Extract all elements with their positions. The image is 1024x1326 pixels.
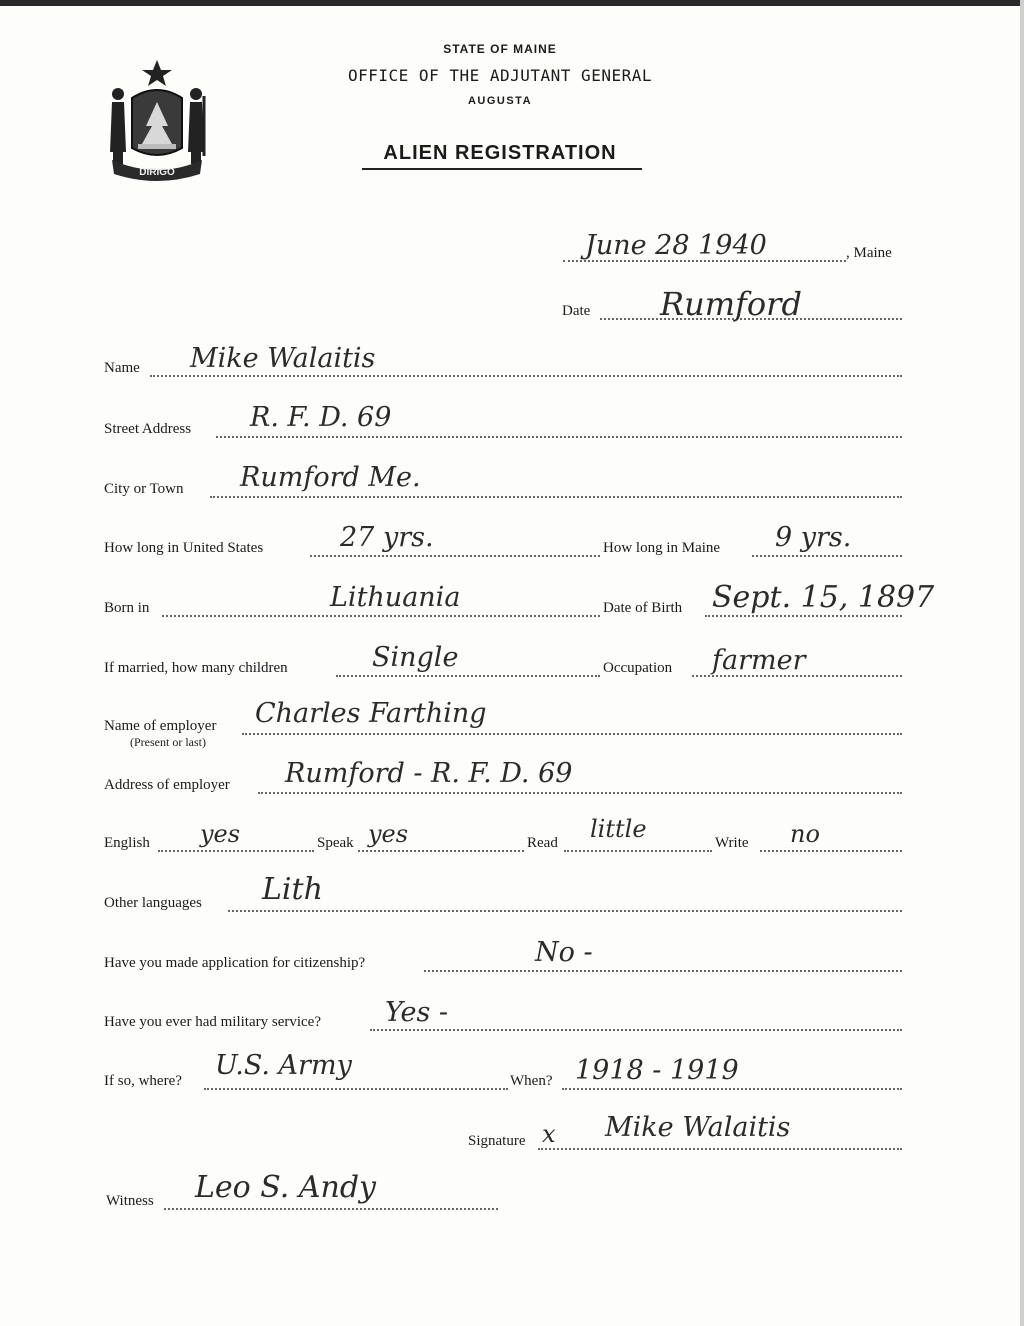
how-long-maine-line-dots	[752, 555, 902, 557]
other-languages-label: Other languages	[104, 895, 202, 911]
read-label: Read	[527, 835, 558, 851]
how-long-us-line-dots	[310, 555, 600, 557]
born-in-label: Born in	[104, 600, 150, 616]
when-value: 1918 - 1919	[575, 1055, 739, 1086]
scan-edge-right	[1020, 0, 1024, 1326]
name-of-employer-label: Name of employer	[104, 718, 217, 734]
other-languages-value: Lith	[262, 872, 323, 907]
name-label: Name	[104, 360, 140, 376]
maine-suffix-label: , Maine	[846, 245, 892, 261]
witness-line-dots	[164, 1208, 498, 1210]
write-line-dots	[760, 850, 902, 852]
maine-state-seal-icon	[104, 56, 210, 182]
name-of-employer-line-dots	[242, 733, 902, 735]
header-city: AUGUSTA	[467, 95, 533, 107]
read-value: little	[590, 815, 647, 843]
city-or-town-value: Rumford Me.	[240, 462, 421, 493]
military-label: Have you ever had military service?	[104, 1014, 321, 1030]
signature-label: Signature	[468, 1133, 526, 1149]
speak-label: Speak	[317, 835, 354, 851]
place-value: Rumford	[660, 285, 802, 323]
when-line-dots	[562, 1088, 902, 1090]
where-value: U.S. Army	[215, 1050, 352, 1081]
street-address-line-dots	[216, 436, 902, 438]
write-value: no	[790, 820, 820, 848]
if-so-where-line-dots	[204, 1088, 508, 1090]
signature-value: Mike Walaitis	[605, 1112, 791, 1143]
witness-label: Witness	[106, 1193, 154, 1209]
city-or-town-label: City or Town	[104, 481, 184, 497]
header-office: OFFICE OF THE ADJUTANT GENERAL	[348, 66, 652, 85]
children-value: Single	[372, 642, 459, 673]
how-long-maine-value: 9 yrs.	[775, 522, 852, 553]
name-line-dots	[150, 375, 902, 377]
date-label: Date	[562, 303, 591, 319]
address-of-employer-line-dots	[258, 792, 902, 794]
date-value: June 28 1940	[585, 230, 767, 261]
street-address-value: R. F. D. 69	[250, 402, 392, 433]
read-line-dots	[564, 850, 712, 852]
if-married-line-dots	[336, 675, 600, 677]
if-so-where-label: If so, where?	[104, 1073, 182, 1089]
citizenship-label: Have you made application for citizenship?	[104, 955, 366, 971]
how-long-us-value: 27 yrs.	[340, 522, 434, 553]
when-label: When?	[510, 1073, 553, 1089]
date-of-birth-value: Sept. 15, 1897	[712, 580, 935, 615]
citizenship-line-dots	[424, 970, 902, 972]
english-value: yes	[200, 820, 241, 848]
scan-edge-top	[0, 0, 1024, 6]
address-of-employer-label: Address of employer	[104, 777, 230, 793]
signature-mark: x	[542, 1120, 556, 1148]
how-long-us-label: How long in United States	[104, 540, 264, 556]
signature-line-dots	[538, 1148, 902, 1150]
employer-value: Charles Farthing	[255, 698, 487, 729]
write-label: Write	[715, 835, 749, 851]
witness-value: Leo S. Andy	[195, 1170, 376, 1205]
english-label: English	[104, 835, 150, 851]
other-languages-line-dots	[228, 910, 902, 912]
english-line-dots	[158, 850, 314, 852]
title-underline	[362, 168, 642, 170]
speak-line-dots	[358, 850, 524, 852]
present-or-last-label: (Present or last)	[130, 735, 206, 749]
occupation-value: farmer	[712, 645, 806, 676]
occupation-label: Occupation	[603, 660, 673, 676]
born-in-line-dots	[162, 615, 600, 617]
date-of-birth-line-dots	[705, 615, 902, 617]
if-married-label: If married, how many children	[104, 660, 288, 676]
city-or-town-line-dots	[210, 496, 902, 498]
form-title: ALIEN REGISTRATION	[383, 142, 617, 164]
military-value: Yes -	[385, 997, 449, 1028]
military-line-dots	[370, 1029, 902, 1031]
born-in-value: Lithuania	[330, 582, 461, 613]
header-state: STATE OF MAINE	[443, 42, 557, 56]
how-long-maine-label: How long in Maine	[603, 540, 721, 556]
name-value: Mike Walaitis	[190, 343, 376, 374]
speak-value: yes	[368, 820, 409, 848]
street-address-label: Street Address	[104, 421, 192, 437]
date-of-birth-label: Date of Birth	[603, 600, 683, 616]
citizenship-value: No -	[535, 937, 593, 968]
svg-text:DIRIGO: DIRIGO	[139, 167, 175, 178]
employer-address-value: Rumford - R. F. D. 69	[285, 758, 573, 789]
